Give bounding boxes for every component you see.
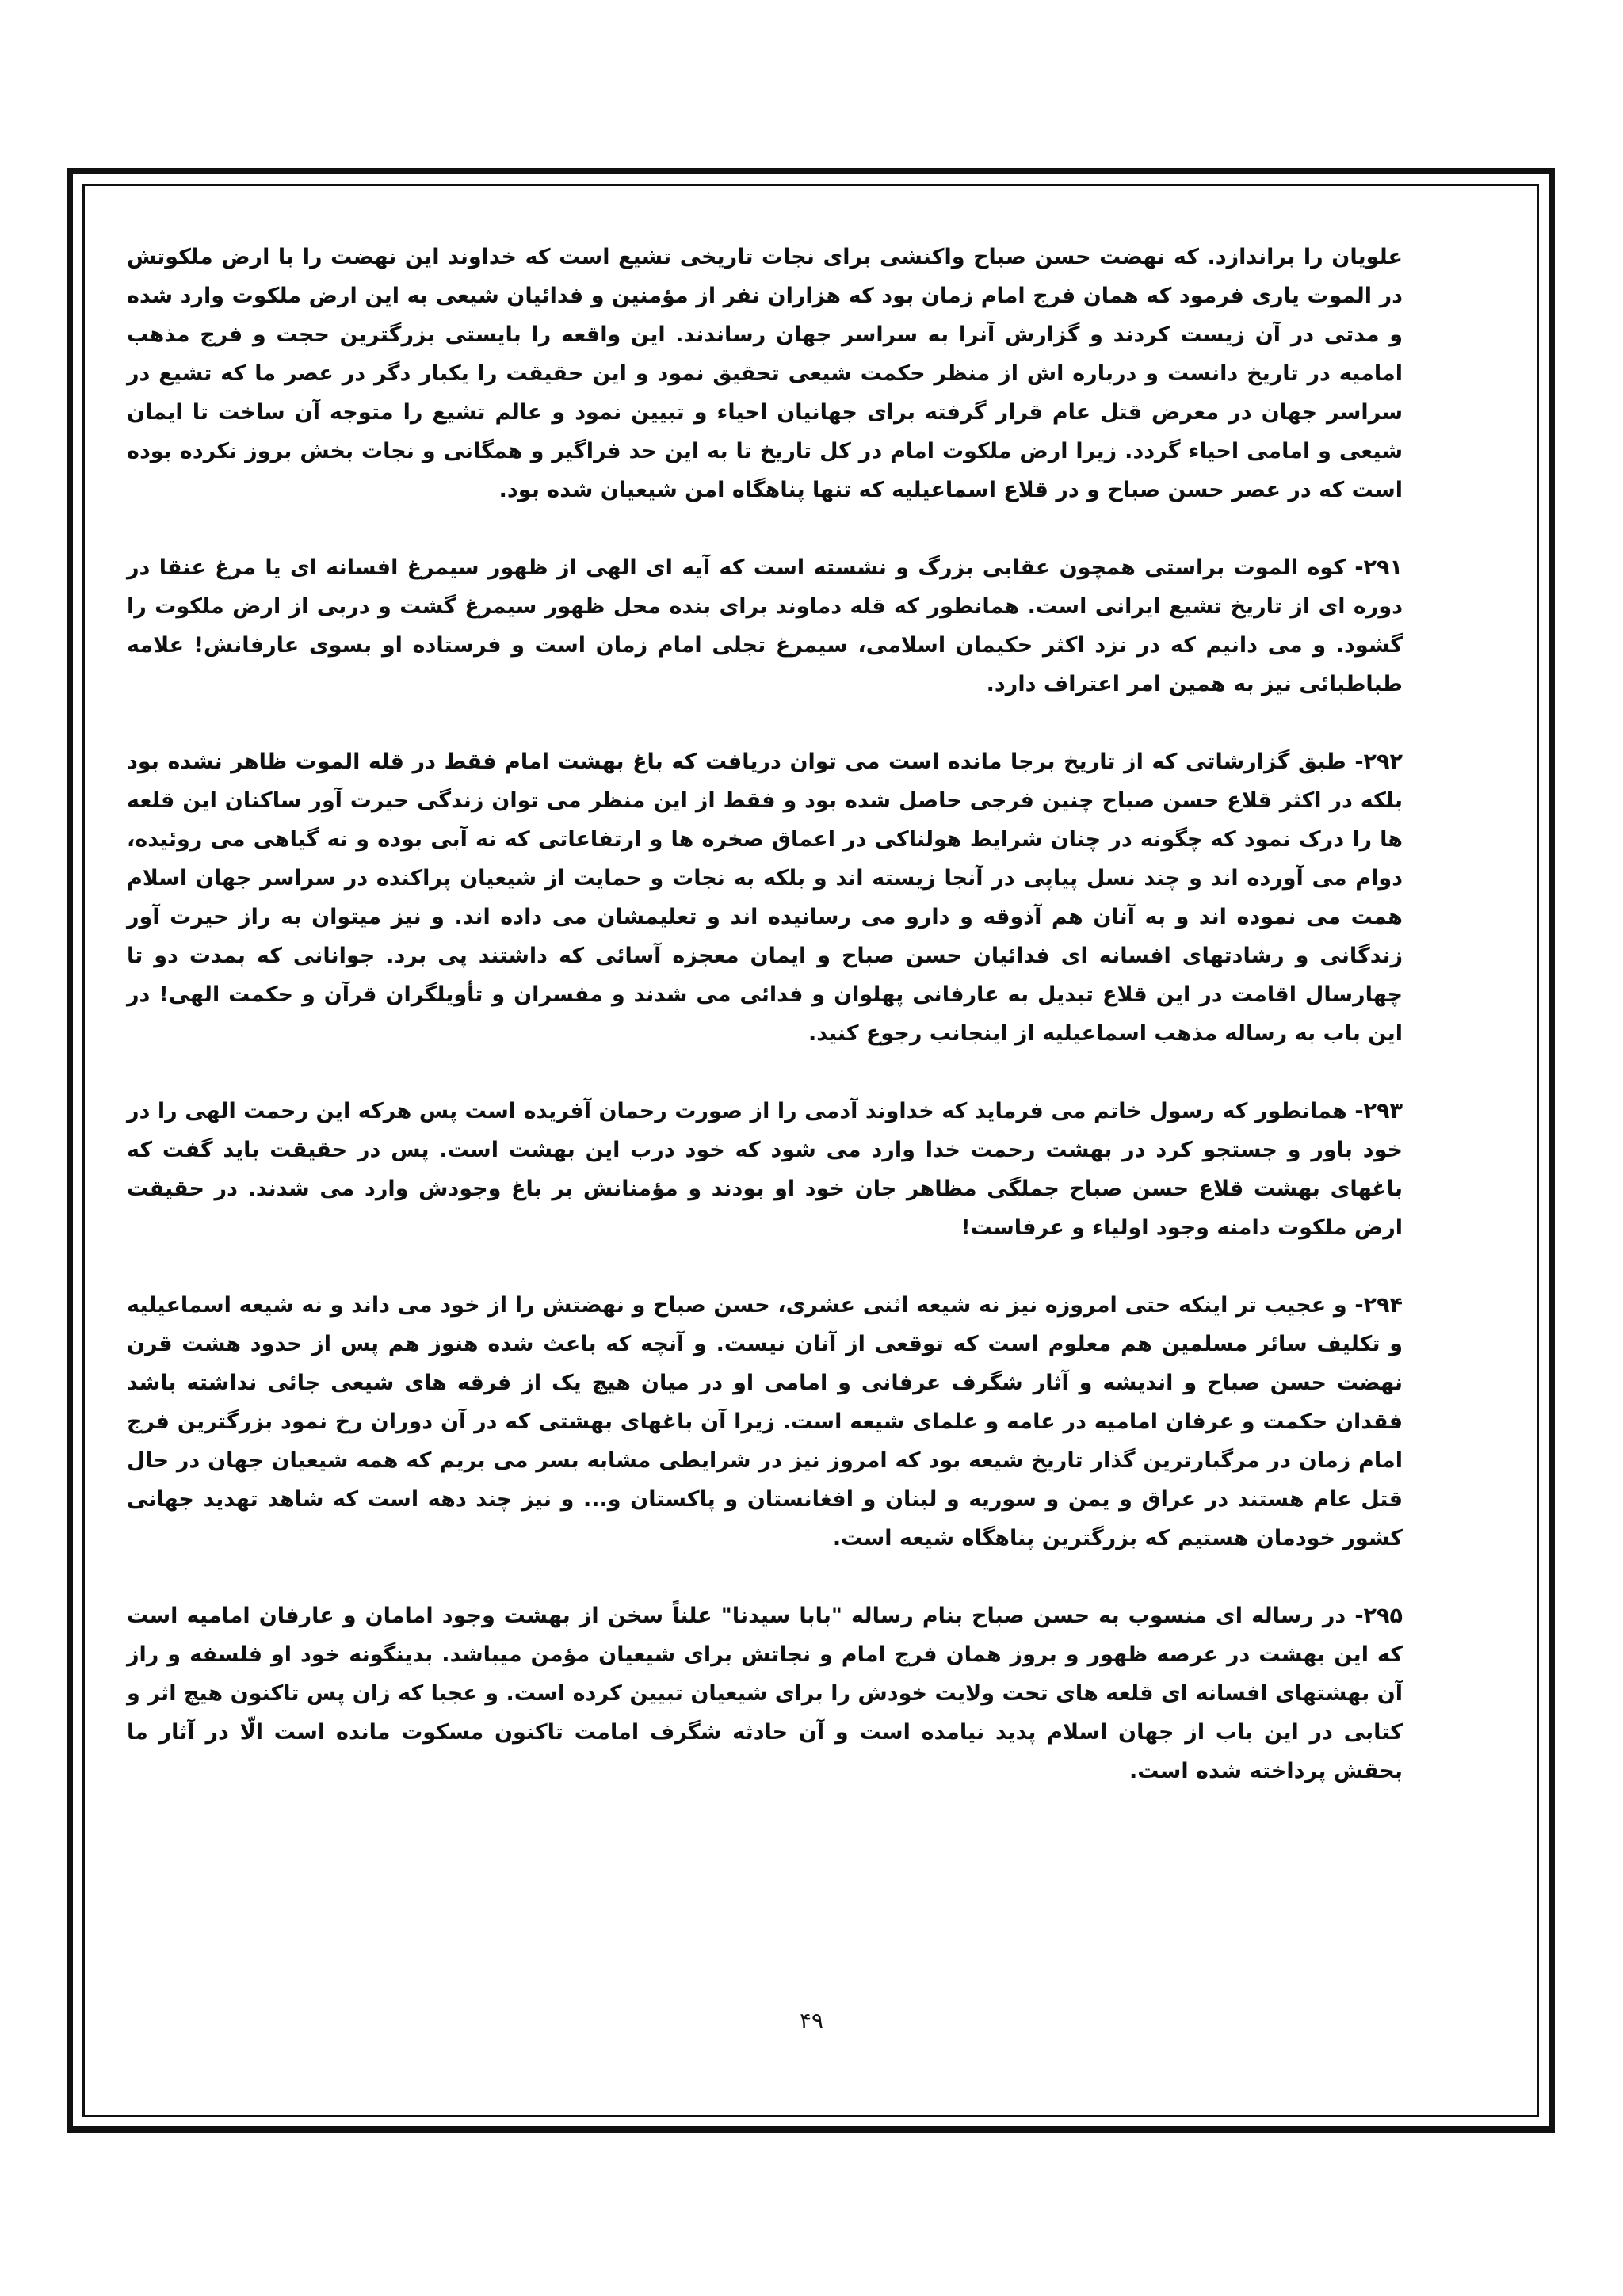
paragraph-292: ۲۹۲- طبق گزارشاتی که از تاریخ برجا مانده است می توان دریافت که باغ بهشت امام فقط در قله الموت ظاهر نشده بود بلکه در اکثر قلاع حسن صباح چنین فرجی حاصل شده بود و فقط از این منظر می توان زندگی حیرت آور ساکنان این قلعه ها را درک نمود که چگونه در چنان شرایط هولناکی در اعماق صخره ها و ارتفاعاتی که نه آبی بوده و نه گیاهی می روئیده، دوام می آورده اند و چند نسل پیاپی در آنجا زیسته اند و بلکه به نجات و حمایت از شیعیان پراکنده در سراسر جهان اسلام همت می نموده اند و به آنان هم آذوقه و دارو می رسانیده اند و تعلیمشان می داده اند. و نیز میتوان به راز حیرت آور زندگانی و رشادتهای افسانه ای فدائیان حسن صباح و ایمان معجزه آسائی که داشتند پی برد. جوانانی که بمدت دو تا چهارسال اقامت در این قلاع تبدیل به عارفانی پهلوان و فدائی می شدند و مفسران و تأویلگران قرآن و حکمت الهی! در این باب به رساله مذهب اسماعیلیه از اینجانب رجوع کنید. <box>127 749 1403 1046</box>
paragraph-294: ۲۹۴- و عجیب تر اینکه حتی امروزه نیز نه شیعه اثنی عشری، حسن صباح و نهضتش را از خود می داند و نه شیعه اسماعیلیه و تکلیف سائر مسلمین هم معلوم است که توقعی از آنان نیست. و آنچه که باعث شده هنوز هم پس از حدود هشت قرن نهضت حسن صباح و اندیشه و آثار شگرف عرفانی و امامی او در میان هیچ یک از فرقه های شیعی جائی نداشته باشد فقدان حکمت و عرفان امامیه در عامه و علمای شیعه است. زیرا آن باغهای بهشتی که در آن دوران رخ نمود بزرگترین فرج امام زمان در مرگبارترین گذار تاریخ شیعه بود که امروز نیز در شرایطی مشابه بسر می بریم که همه شیعیان جهان در حال قتل عام هستند در عراق و یمن و سوریه و لبنان و افغانستان و پاکستان و... و نیز چند دهه است که شاهد تهدید جهانی کشور خودمان هستیم که بزرگترین پناهگاه شیعه است. <box>127 1293 1403 1550</box>
page-number: ۴۹ <box>799 2008 824 2034</box>
paragraph-295: ۲۹۵- در رساله ای منسوب به حسن صباح بنام رساله "بابا سیدنا" علناً سخن از بهشت وجود امامان و عارفان امامیه است که این بهشت در عرصه ظهور و بروز همان فرج امام و نجاتش برای شیعیان مؤمن میباشد. بدینگونه خود او فلسفه و راز آن بهشتهای افسانه ای قلعه های تحت ولایت خودش را برای شیعیان تبیین کرده است. و عجبا که زان پس تاکنون هیچ اثر و کتابی در این باب از جهان اسلام پدید نیامده است و آن حادثه شگرف امامت تاکنون مسکوت مانده است الّا در آثار ما بحقش پرداخته شده است. <box>127 1604 1403 1783</box>
paragraph-293: ۲۹۳- همانطور که رسول خاتم می فرماید که خداوند آدمی را از صورت رحمان آفریده است پس هرکه این رحمت الهی را در خود باور و جستجو کرد در بهشت رحمت خدا وارد می شود که خود درب این بهشت است. پس در حقیقت باید گفت که باغهای بهشت قلاع حسن صباح جملگی مظاهر جان خود او بودند و مؤمنانش بر باغ وجودش وارد می شدند. در حقیقت ارض ملکوت دامنه وجود اولیاء و عرفاست! <box>127 1099 1403 1240</box>
paragraph-continuation: علویان را براندازد. که نهضت حسن صباح واکنشی برای نجات تاریخی تشیع است که خداوند این نهضت را با ارض ملکوتش در الموت یاری فرمود که همان فرج امام زمان بود که هزاران نفر از مؤمنین و فدائیان شیعی به این ارض ملکوت وارد شده و مدتی در آن زیست کردند و گزارش آنرا به سراسر جهان رساندند. این واقعه را بایستی بزرگترین حجت و فرج مذهب امامیه در تاریخ دانست و درباره اش از منظر حکمت شیعی تحقیق نمود و این حقیقت را یکبار دگر در عصر ما که تشیع در سراسر جهان در معرض قتل عام قرار گرفته برای جهانیان احیاء و تبیین نمود و عالم تشیع را متوجه آن ساخت تا ایمان شیعی و امامی احیاء گردد. زیرا ارض ملکوت امام در کل تاریخ تا به این حد فراگیر و همگانی و نجات بخش بروز نکرده بوده است که در عصر حسن صباح و در قلاع اسماعیلیه که تنها پناهگاه امن شیعیان شده بود. <box>127 245 1403 502</box>
paragraph-291: ۲۹۱- کوه الموت براستی همچون عقابی بزرگ و نشسته است که آیه ای الهی از ظهور سیمرغ افسانه ای یا مرغ عنقا در دوره ای از تاریخ تشیع ایرانی است. همانطور که قله دماوند برای بنده محل ظهور سیمرغ گشت و دربی از ارض ملکوت را گشود. و می دانیم که در نزد اکثر حکیمان اسلامی، سیمرغ تجلی امام زمان است و فرستاده او بسوی عارفانش! علامه طباطبائی نیز به همین امر اعتراف دارد. <box>127 555 1403 696</box>
page-body <box>127 238 1403 1829</box>
